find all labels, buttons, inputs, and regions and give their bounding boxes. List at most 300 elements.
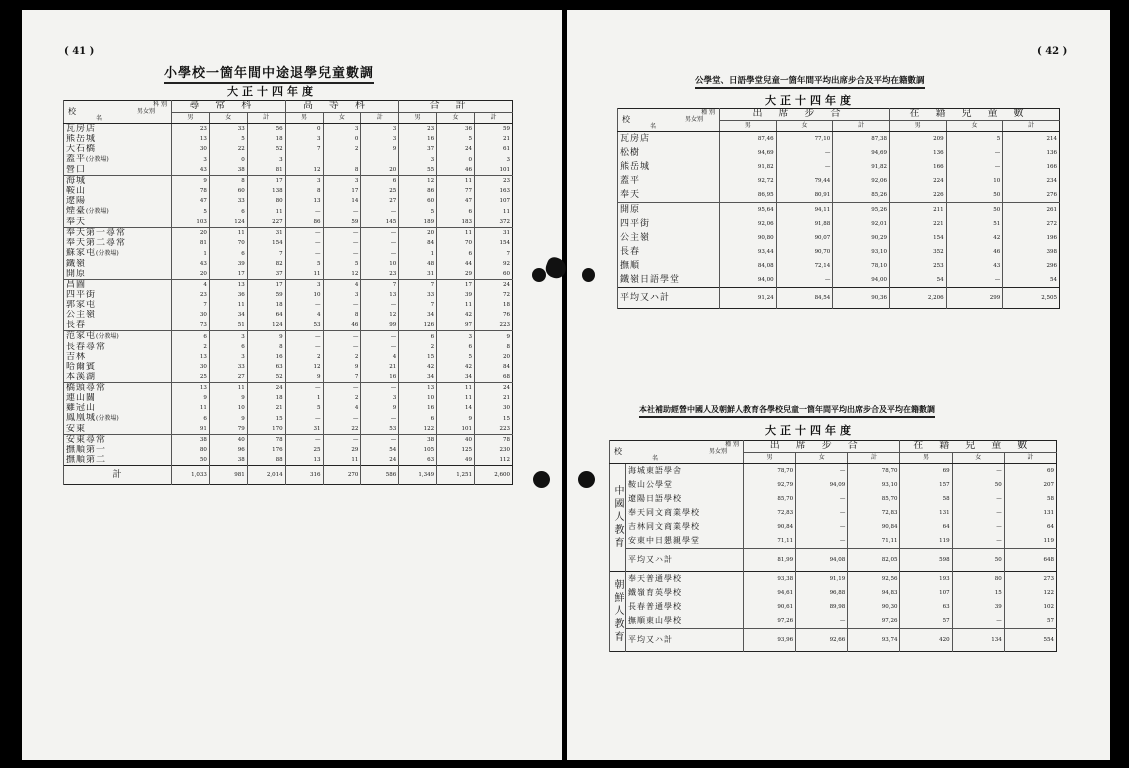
column-subheader: 女 — [946, 120, 1003, 132]
value-cell: 76 — [475, 310, 513, 320]
value-cell: 154 — [475, 238, 513, 248]
value-cell: 9 — [285, 372, 323, 383]
table-row — [64, 196, 513, 206]
right-page — [567, 10, 1110, 760]
value-cell: 71,11 — [744, 534, 796, 549]
value-cell: 91,82 — [833, 160, 890, 174]
value-cell: 39 — [437, 290, 475, 300]
value-cell: — — [323, 206, 361, 217]
table2-title: 本社補助經營中國人及朝鮮人教育各學校兒童一箇年間平均出席步合及平均在籍數調 — [639, 404, 935, 418]
value-cell: 221 — [889, 217, 946, 231]
value-cell: 24 — [361, 455, 399, 466]
value-cell: 8 — [209, 176, 247, 187]
value-cell: 31 — [247, 228, 285, 239]
value-cell: 4 — [361, 352, 399, 362]
value-cell: 11 — [323, 455, 361, 466]
value-cell: 70 — [437, 238, 475, 248]
school-name-text: 雞冠山 — [66, 403, 97, 413]
value-cell: 1,349 — [399, 466, 437, 485]
value-cell: 29 — [437, 269, 475, 280]
school-name — [618, 160, 720, 174]
value-cell: 92,72 — [720, 174, 777, 188]
fiscal-year: 大正十四年度 — [227, 85, 317, 98]
value-cell: 29 — [323, 445, 361, 455]
column-subheader: 女 — [952, 452, 1004, 464]
value-cell: 78 — [247, 435, 285, 446]
value-cell: 103 — [172, 217, 210, 228]
value-cell: 12 — [323, 269, 361, 280]
value-cell: — — [361, 413, 399, 424]
value-cell: 586 — [361, 466, 399, 485]
value-cell: 51 — [209, 320, 247, 331]
value-cell: 84,08 — [720, 259, 777, 273]
value-cell: 17 — [247, 280, 285, 291]
table-row — [64, 445, 513, 455]
value-cell: 107 — [900, 586, 952, 600]
value-cell: — — [361, 435, 399, 446]
value-cell: 21 — [247, 403, 285, 413]
value-cell: 7 — [361, 280, 399, 291]
value-cell: 2,206 — [889, 288, 946, 309]
value-cell: 6 — [399, 413, 437, 424]
section-label — [610, 464, 626, 572]
value-cell: 102 — [1004, 600, 1056, 614]
school-name-text: 海城 — [66, 176, 87, 186]
table-row — [64, 269, 513, 280]
school-name-text: 奉天 — [66, 217, 87, 227]
corner-cell — [618, 109, 720, 132]
value-cell: 87,38 — [833, 132, 890, 147]
table-row — [64, 362, 513, 372]
value-cell: 13 — [172, 352, 210, 362]
value-cell: — — [952, 534, 1004, 549]
table-row — [610, 520, 1057, 534]
value-cell: 51 — [946, 217, 1003, 231]
table-row — [618, 259, 1060, 273]
attendance-table-1 — [617, 108, 1060, 309]
value-cell: 37 — [399, 144, 437, 154]
value-cell: 36 — [209, 290, 247, 300]
value-cell: 25 — [285, 445, 323, 455]
value-cell: 44 — [437, 259, 475, 269]
value-cell: 30 — [172, 310, 210, 320]
value-cell: 6 — [437, 248, 475, 259]
value-cell: 92,06 — [720, 217, 777, 231]
value-cell: 648 — [1004, 549, 1056, 572]
value-cell: 8 — [247, 342, 285, 352]
value-cell: — — [361, 300, 399, 310]
value-cell: 93,10 — [848, 478, 900, 492]
table-row — [64, 176, 513, 187]
value-cell: 12 — [285, 165, 323, 176]
value-cell: 72,14 — [776, 259, 833, 273]
value-cell: 107 — [475, 196, 513, 206]
value-cell: 99 — [361, 320, 399, 331]
value-cell: — — [285, 248, 323, 259]
school-name: 長春普通學校 — [626, 600, 744, 614]
table-row — [618, 217, 1060, 231]
value-cell: 20 — [399, 228, 437, 239]
value-cell: 12 — [285, 362, 323, 372]
value-cell: 64 — [247, 310, 285, 320]
school-name-text: 遼陽 — [66, 196, 87, 206]
value-cell: 154 — [889, 231, 946, 245]
school-name — [64, 176, 172, 187]
value-cell: 36 — [437, 124, 475, 135]
value-cell: 119 — [900, 534, 952, 549]
value-cell: 23 — [172, 290, 210, 300]
value-cell: 90,84 — [848, 520, 900, 534]
value-cell: — — [323, 238, 361, 248]
header-row — [64, 101, 513, 113]
value-cell: 13 — [172, 134, 210, 144]
page-number: ( 42 ) — [1037, 46, 1068, 57]
value-cell: 6 — [437, 206, 475, 217]
school-name — [64, 206, 172, 217]
value-cell: 21 — [361, 362, 399, 372]
value-cell: 33 — [399, 290, 437, 300]
school-note: (分教場) — [96, 250, 119, 257]
value-cell: 57 — [900, 614, 952, 629]
value-cell: 189 — [399, 217, 437, 228]
value-cell: 20 — [361, 165, 399, 176]
value-cell: 7 — [172, 300, 210, 310]
school-name-text: 郭家屯 — [66, 300, 97, 310]
value-cell: — — [776, 146, 833, 160]
school-name — [618, 245, 720, 259]
table-row — [610, 506, 1057, 520]
school-name-text: 長春尋常 — [66, 342, 107, 352]
value-cell: 84 — [475, 362, 513, 372]
school-name — [64, 238, 172, 248]
value-cell — [323, 154, 361, 165]
value-cell: 11 — [475, 206, 513, 217]
value-cell: 88 — [247, 455, 285, 466]
value-cell: 40 — [437, 435, 475, 446]
value-cell: 90,29 — [833, 231, 890, 245]
value-cell: 54 — [1003, 273, 1060, 288]
school-name: 鐵嶺育英學校 — [626, 586, 744, 600]
school-name-text: 撫順第一 — [66, 445, 107, 455]
section-label-text: 朝鮮人教育 — [612, 579, 623, 644]
value-cell: — — [361, 228, 399, 239]
value-cell: 50 — [952, 478, 1004, 492]
school-name-text: 鐵嶺日語學堂 — [620, 275, 681, 285]
value-cell: 34 — [437, 372, 475, 383]
column-subheader: 女 — [437, 112, 475, 124]
table-row — [610, 478, 1057, 492]
value-cell: 93,38 — [744, 572, 796, 587]
value-cell: 7 — [285, 144, 323, 154]
value-cell: 5 — [399, 206, 437, 217]
value-cell: 94,69 — [720, 146, 777, 160]
value-cell: 0 — [285, 124, 323, 135]
value-cell: 93,96 — [744, 629, 796, 652]
value-cell: 20 — [172, 228, 210, 239]
value-cell: 90,70 — [776, 245, 833, 259]
value-cell: 84 — [399, 238, 437, 248]
school-name — [64, 466, 172, 485]
corner-cell — [610, 441, 744, 464]
school-name — [64, 280, 172, 291]
school-name-text: 鳳凰城 — [66, 413, 97, 423]
school-name-text: 昌圖 — [66, 280, 87, 290]
value-cell: 90,30 — [848, 600, 900, 614]
value-cell: 9 — [209, 413, 247, 424]
value-cell: 4 — [323, 280, 361, 291]
value-cell: 69 — [900, 464, 952, 479]
value-cell: 95,64 — [720, 203, 777, 218]
value-cell: 87,46 — [720, 132, 777, 147]
value-cell: 20 — [172, 269, 210, 280]
value-cell: 91,88 — [776, 217, 833, 231]
value-cell: 7 — [399, 300, 437, 310]
table-row — [64, 403, 513, 413]
school-name-text: 橋頭尋常 — [66, 383, 107, 393]
school-name — [64, 383, 172, 394]
school-name-text: 本溪湖 — [66, 372, 97, 382]
table-row — [64, 455, 513, 466]
column-subheader: 男 — [172, 112, 210, 124]
value-cell: 63 — [247, 362, 285, 372]
value-cell: — — [952, 614, 1004, 629]
value-cell: 16 — [361, 372, 399, 383]
value-cell: 85,70 — [744, 492, 796, 506]
school-name — [64, 269, 172, 280]
value-cell: 12 — [399, 176, 437, 187]
value-cell: 85,70 — [848, 492, 900, 506]
value-cell: 3 — [247, 154, 285, 165]
value-cell: 10 — [399, 393, 437, 403]
school-name — [618, 231, 720, 245]
value-cell: 223 — [475, 424, 513, 435]
value-cell: 598 — [900, 549, 952, 572]
value-cell: 64 — [900, 520, 952, 534]
value-cell: 981 — [209, 466, 247, 485]
table-row — [64, 238, 513, 248]
value-cell: — — [323, 435, 361, 446]
value-cell: 183 — [437, 217, 475, 228]
value-cell: 24 — [475, 280, 513, 291]
column-subheader: 計 — [361, 112, 399, 124]
value-cell: 86 — [285, 217, 323, 228]
table-row — [64, 320, 513, 331]
value-cell: 78,70 — [848, 464, 900, 479]
value-cell: 1,033 — [172, 466, 210, 485]
value-cell: 57 — [1004, 614, 1056, 629]
value-cell: 25 — [172, 372, 210, 383]
value-cell: 11 — [209, 383, 247, 394]
value-cell: 59 — [323, 217, 361, 228]
value-cell: 3 — [361, 134, 399, 144]
value-cell: 11 — [172, 403, 210, 413]
school-name-text: 開原 — [620, 205, 641, 215]
value-cell: 2 — [323, 352, 361, 362]
school-name-text: 奉天 — [620, 190, 641, 200]
school-name-text: 松樹 — [620, 148, 641, 158]
table-row — [64, 435, 513, 446]
value-cell: 56 — [247, 124, 285, 135]
value-cell: 25 — [361, 186, 399, 196]
value-cell: 52 — [247, 144, 285, 154]
value-cell: 42 — [437, 310, 475, 320]
value-cell: 15 — [399, 352, 437, 362]
value-cell: 7 — [323, 372, 361, 383]
corner-mid: 男女別 — [136, 108, 155, 115]
value-cell: 93,74 — [848, 629, 900, 652]
column-subheader: 女 — [209, 112, 247, 124]
value-cell: 226 — [889, 188, 946, 203]
value-cell: 101 — [475, 165, 513, 176]
school-name — [618, 259, 720, 273]
value-cell: 33 — [209, 196, 247, 206]
value-cell: — — [361, 238, 399, 248]
value-cell: 234 — [1003, 174, 1060, 188]
value-cell: 30 — [172, 362, 210, 372]
value-cell: 105 — [399, 445, 437, 455]
value-cell: 46 — [437, 165, 475, 176]
table-row — [64, 393, 513, 403]
value-cell: 33 — [209, 124, 247, 135]
value-cell: 55 — [399, 165, 437, 176]
value-cell: 5 — [323, 259, 361, 269]
value-cell: 1 — [172, 248, 210, 259]
value-cell: 11 — [437, 176, 475, 187]
value-cell: — — [796, 534, 848, 549]
value-cell: — — [285, 228, 323, 239]
value-cell: 7 — [475, 248, 513, 259]
value-cell: 60 — [209, 186, 247, 196]
value-cell: 352 — [889, 245, 946, 259]
value-cell: 97,26 — [848, 614, 900, 629]
value-cell: 2 — [399, 342, 437, 352]
value-cell: 84,54 — [776, 288, 833, 309]
value-cell: 63 — [399, 455, 437, 466]
school-name — [618, 188, 720, 203]
table-row — [64, 424, 513, 435]
value-cell: 8 — [323, 310, 361, 320]
table-row — [618, 245, 1060, 259]
column-group-header: 高等科 — [285, 101, 399, 113]
table-row — [610, 600, 1057, 614]
value-cell: — — [285, 238, 323, 248]
value-cell: 4 — [172, 280, 210, 291]
school-name — [64, 300, 172, 310]
value-cell: 101 — [437, 424, 475, 435]
value-cell: 166 — [889, 160, 946, 174]
value-cell: 5 — [285, 259, 323, 269]
value-cell: 316 — [285, 466, 323, 485]
value-cell: 296 — [1003, 259, 1060, 273]
column-subheader: 男 — [285, 112, 323, 124]
value-cell: 7 — [399, 280, 437, 291]
table-row — [618, 146, 1060, 160]
value-cell: 131 — [900, 506, 952, 520]
attendance-table-2 — [609, 440, 1057, 652]
value-cell: 43 — [946, 259, 1003, 273]
value-cell: — — [323, 228, 361, 239]
value-cell: 270 — [323, 466, 361, 485]
school-name-text: 鞍山 — [66, 186, 87, 196]
value-cell: 23 — [399, 124, 437, 135]
school-name-text: 長春 — [620, 247, 641, 257]
value-cell: 227 — [247, 217, 285, 228]
value-cell: 2,505 — [1003, 288, 1060, 309]
school-name-text: 范家屯 — [66, 331, 97, 341]
school-name — [64, 455, 172, 466]
school-name — [64, 352, 172, 362]
value-cell: 47 — [172, 196, 210, 206]
school-name-text: 熊岳城 — [66, 134, 97, 144]
value-cell: 0 — [437, 154, 475, 165]
value-cell: 64 — [1004, 520, 1056, 534]
value-cell: — — [361, 331, 399, 343]
value-cell: — — [323, 383, 361, 394]
school-name — [618, 217, 720, 231]
value-cell: — — [285, 300, 323, 310]
school-name-text: 公主嶺 — [620, 233, 651, 243]
value-cell: 11 — [285, 269, 323, 280]
value-cell: 6 — [399, 331, 437, 343]
value-cell: 16 — [399, 134, 437, 144]
value-cell: 276 — [1003, 188, 1060, 203]
value-cell: 92,79 — [744, 478, 796, 492]
school-name-text: 連山關 — [66, 393, 97, 403]
value-cell: 112 — [475, 455, 513, 466]
value-cell: — — [952, 520, 1004, 534]
school-name — [618, 146, 720, 160]
school-name: 遼陽日語學校 — [626, 492, 744, 506]
table-row — [64, 154, 513, 165]
table-row — [64, 186, 513, 196]
value-cell: 52 — [247, 372, 285, 383]
corner-labels — [66, 101, 169, 123]
column-subheader: 男 — [900, 452, 952, 464]
table-row — [64, 342, 513, 352]
value-cell: 2,014 — [247, 466, 285, 485]
value-cell: 11 — [437, 300, 475, 310]
value-cell: 80 — [952, 572, 1004, 587]
value-cell: 6 — [209, 342, 247, 352]
value-cell: 38 — [209, 455, 247, 466]
value-cell: 154 — [247, 238, 285, 248]
value-cell: 9 — [209, 393, 247, 403]
page-number: ( 41 ) — [64, 46, 95, 57]
binding-mark — [532, 268, 546, 282]
school-name — [64, 144, 172, 154]
value-cell: 81 — [247, 165, 285, 176]
value-cell: 23 — [172, 124, 210, 135]
value-cell: 163 — [475, 186, 513, 196]
value-cell: — — [952, 492, 1004, 506]
school-name — [64, 290, 172, 300]
value-cell: 224 — [889, 174, 946, 188]
value-cell: — — [796, 614, 848, 629]
value-cell: 31 — [399, 269, 437, 280]
value-cell: 34 — [399, 310, 437, 320]
school-name-text: 安東尋常 — [66, 435, 107, 445]
value-cell: 122 — [1004, 586, 1056, 600]
value-cell — [285, 154, 323, 165]
school-name — [64, 196, 172, 206]
header-row — [618, 109, 1060, 121]
average-row — [610, 629, 1057, 652]
value-cell: — — [323, 342, 361, 352]
value-cell: 90,61 — [744, 600, 796, 614]
value-cell: 43 — [172, 259, 210, 269]
school-name-text: 計 — [112, 470, 123, 480]
value-cell: 90,07 — [776, 231, 833, 245]
